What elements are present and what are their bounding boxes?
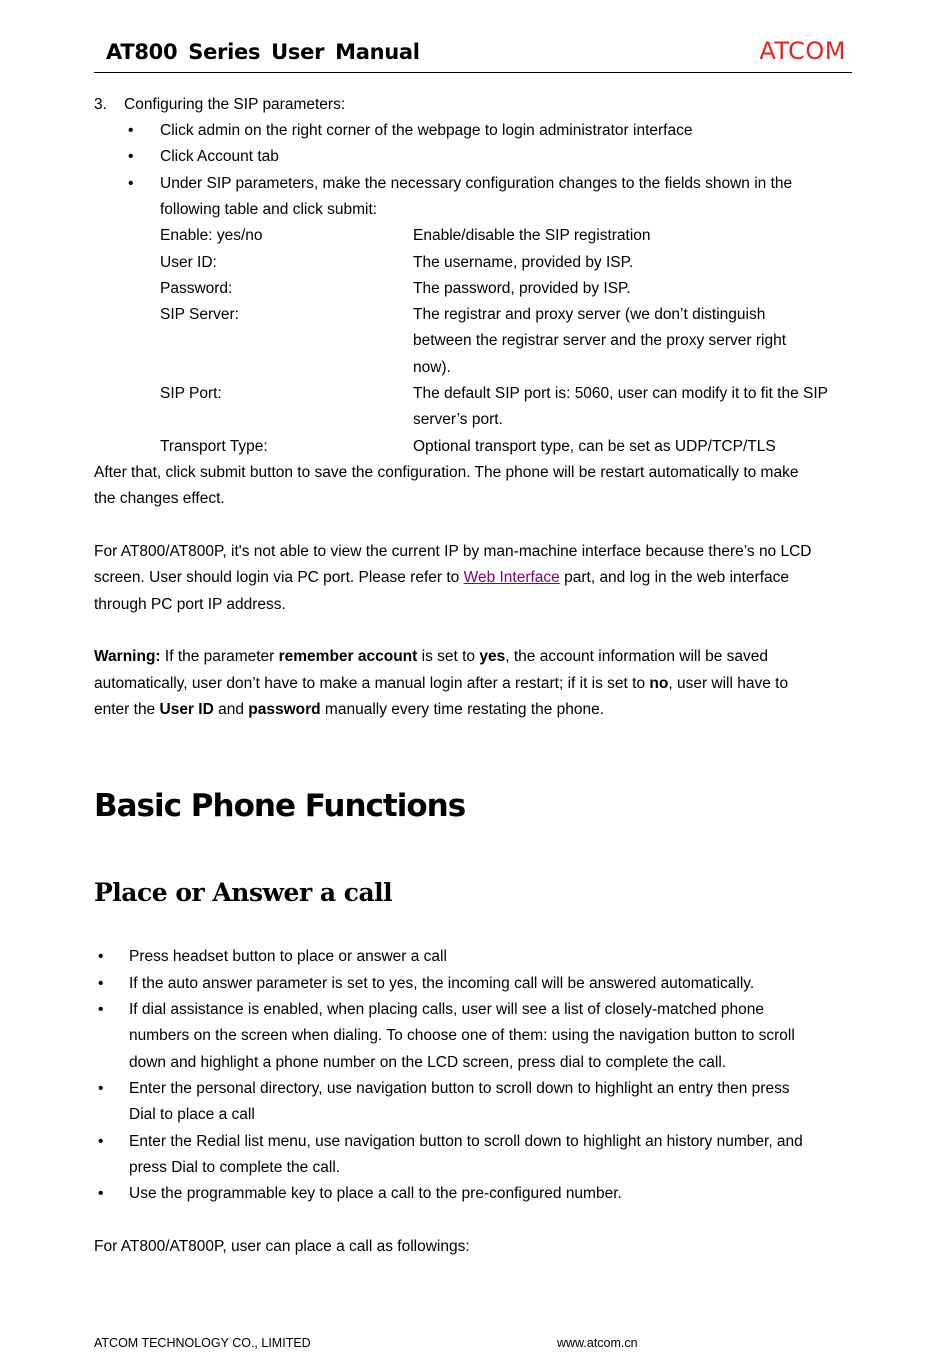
param-name: SIP Port: bbox=[160, 385, 222, 402]
param-desc: now). bbox=[413, 359, 451, 376]
list-item-continued: following table and click submit: bbox=[160, 201, 378, 218]
subsection-heading: Place or Answer a call bbox=[94, 878, 393, 907]
paragraph-line: through PC port IP address. bbox=[94, 596, 286, 613]
list-item: Under SIP parameters, make the necessary configuration changes to the fields shown in the bbox=[160, 175, 793, 192]
footer-website: www.atcom.cn bbox=[557, 1336, 638, 1350]
list-item: Click admin on the right corner of the webpage to login administrator interface bbox=[160, 122, 693, 139]
bold-term: password bbox=[248, 701, 321, 718]
text: part, and log in the web interface bbox=[559, 569, 790, 586]
text: , user will have to bbox=[668, 675, 789, 692]
footer-company: ATCOM TECHNOLOGY CO., LIMITED bbox=[94, 1336, 311, 1350]
list-item-continued: down and highlight a phone number on the LCD screen, press dial to complete the call. bbox=[129, 1054, 727, 1071]
param-desc: The password, provided by ISP. bbox=[413, 280, 631, 297]
param-name: Transport Type: bbox=[160, 438, 268, 455]
header-title: AT800 Series User Manual bbox=[106, 40, 420, 64]
list-item: Press headset button to place or answer a call bbox=[129, 948, 447, 965]
list-item-continued: press Dial to complete the call. bbox=[129, 1159, 341, 1176]
bold-term: yes bbox=[479, 648, 506, 665]
warning-line bbox=[94, 647, 768, 667]
text: automatically, user don’t have to make a manual login after a restart; if it is set to bbox=[94, 675, 650, 692]
param-desc: server’s port. bbox=[413, 411, 503, 428]
warning-line bbox=[94, 700, 604, 720]
warning-line bbox=[94, 674, 788, 694]
list-item-continued: numbers on the screen when dialing. To choose one of them: using the navigation button to scroll bbox=[129, 1027, 795, 1044]
param-name: Password: bbox=[160, 280, 233, 297]
text: is set to bbox=[417, 648, 480, 665]
paragraph-line: After that, click submit button to save the configuration. The phone will be restart automatically to make bbox=[94, 464, 799, 481]
bullet-icon: • bbox=[128, 148, 134, 165]
list-item: Click Account tab bbox=[160, 148, 279, 165]
list-item: If the auto answer parameter is set to yes, the incoming call will be answered automatically. bbox=[129, 975, 755, 992]
bullet-icon: • bbox=[128, 175, 134, 192]
param-desc: Enable/disable the SIP registration bbox=[413, 227, 651, 244]
bullet-icon: • bbox=[128, 122, 134, 139]
text: screen. User should login via PC port. Please refer to bbox=[94, 569, 464, 586]
paragraph-line: For AT800/AT800P, user can place a call as followings: bbox=[94, 1238, 470, 1255]
atcom-logo: ATCOM bbox=[759, 37, 846, 65]
bullet-icon: • bbox=[98, 1080, 104, 1097]
paragraph-line: the changes effect. bbox=[94, 490, 225, 507]
text: manually every time restating the phone. bbox=[320, 701, 605, 718]
paragraph-line bbox=[94, 568, 789, 588]
bullet-icon: • bbox=[98, 1001, 104, 1018]
bullet-icon: • bbox=[98, 948, 104, 965]
text: , the account information will be saved bbox=[505, 648, 769, 665]
bullet-icon: • bbox=[98, 1133, 104, 1150]
section-heading: Basic Phone Functions bbox=[94, 788, 466, 824]
param-desc: The registrar and proxy server (we don’t distinguish bbox=[413, 306, 766, 323]
param-desc: The username, provided by ISP. bbox=[413, 254, 634, 271]
param-desc: Optional transport type, can be set as UDP/TCP/TLS bbox=[413, 438, 776, 455]
bold-term: User ID bbox=[159, 701, 214, 718]
param-desc: between the registrar server and the proxy server right bbox=[413, 332, 787, 349]
bold-term: no bbox=[649, 675, 669, 692]
text: and bbox=[213, 701, 249, 718]
bullet-icon: • bbox=[98, 1185, 104, 1202]
text: If the parameter bbox=[160, 648, 279, 665]
header-divider bbox=[94, 72, 852, 73]
list-item: If dial assistance is enabled, when placing calls, user will see a list of closely-matched phone bbox=[129, 1001, 764, 1018]
step-title: Configuring the SIP parameters: bbox=[124, 96, 346, 113]
param-name: User ID: bbox=[160, 254, 217, 271]
list-item: Enter the personal directory, use navigation button to scroll down to highlight an entry then press bbox=[129, 1080, 790, 1097]
step-number: 3. bbox=[94, 96, 107, 113]
list-item: Use the programmable key to place a call to the pre-configured number. bbox=[129, 1185, 622, 1202]
param-name: SIP Server: bbox=[160, 306, 239, 323]
bullet-icon: • bbox=[98, 975, 104, 992]
text: enter the bbox=[94, 701, 160, 718]
warning-label: Warning: bbox=[94, 648, 161, 665]
bold-term: remember account bbox=[278, 648, 418, 665]
param-name: Enable: yes/no bbox=[160, 227, 263, 244]
param-desc: The default SIP port is: 5060, user can modify it to fit the SIP bbox=[413, 385, 828, 402]
list-item: Enter the Redial list menu, use navigation button to scroll down to highlight an history number, and bbox=[129, 1133, 803, 1150]
list-item-continued: Dial to place a call bbox=[129, 1106, 255, 1123]
paragraph-line: For AT800/AT800P, it's not able to view the current IP by man-machine interface because there’s no LCD bbox=[94, 543, 812, 560]
web-interface-link[interactable]: Web Interface bbox=[463, 569, 560, 586]
